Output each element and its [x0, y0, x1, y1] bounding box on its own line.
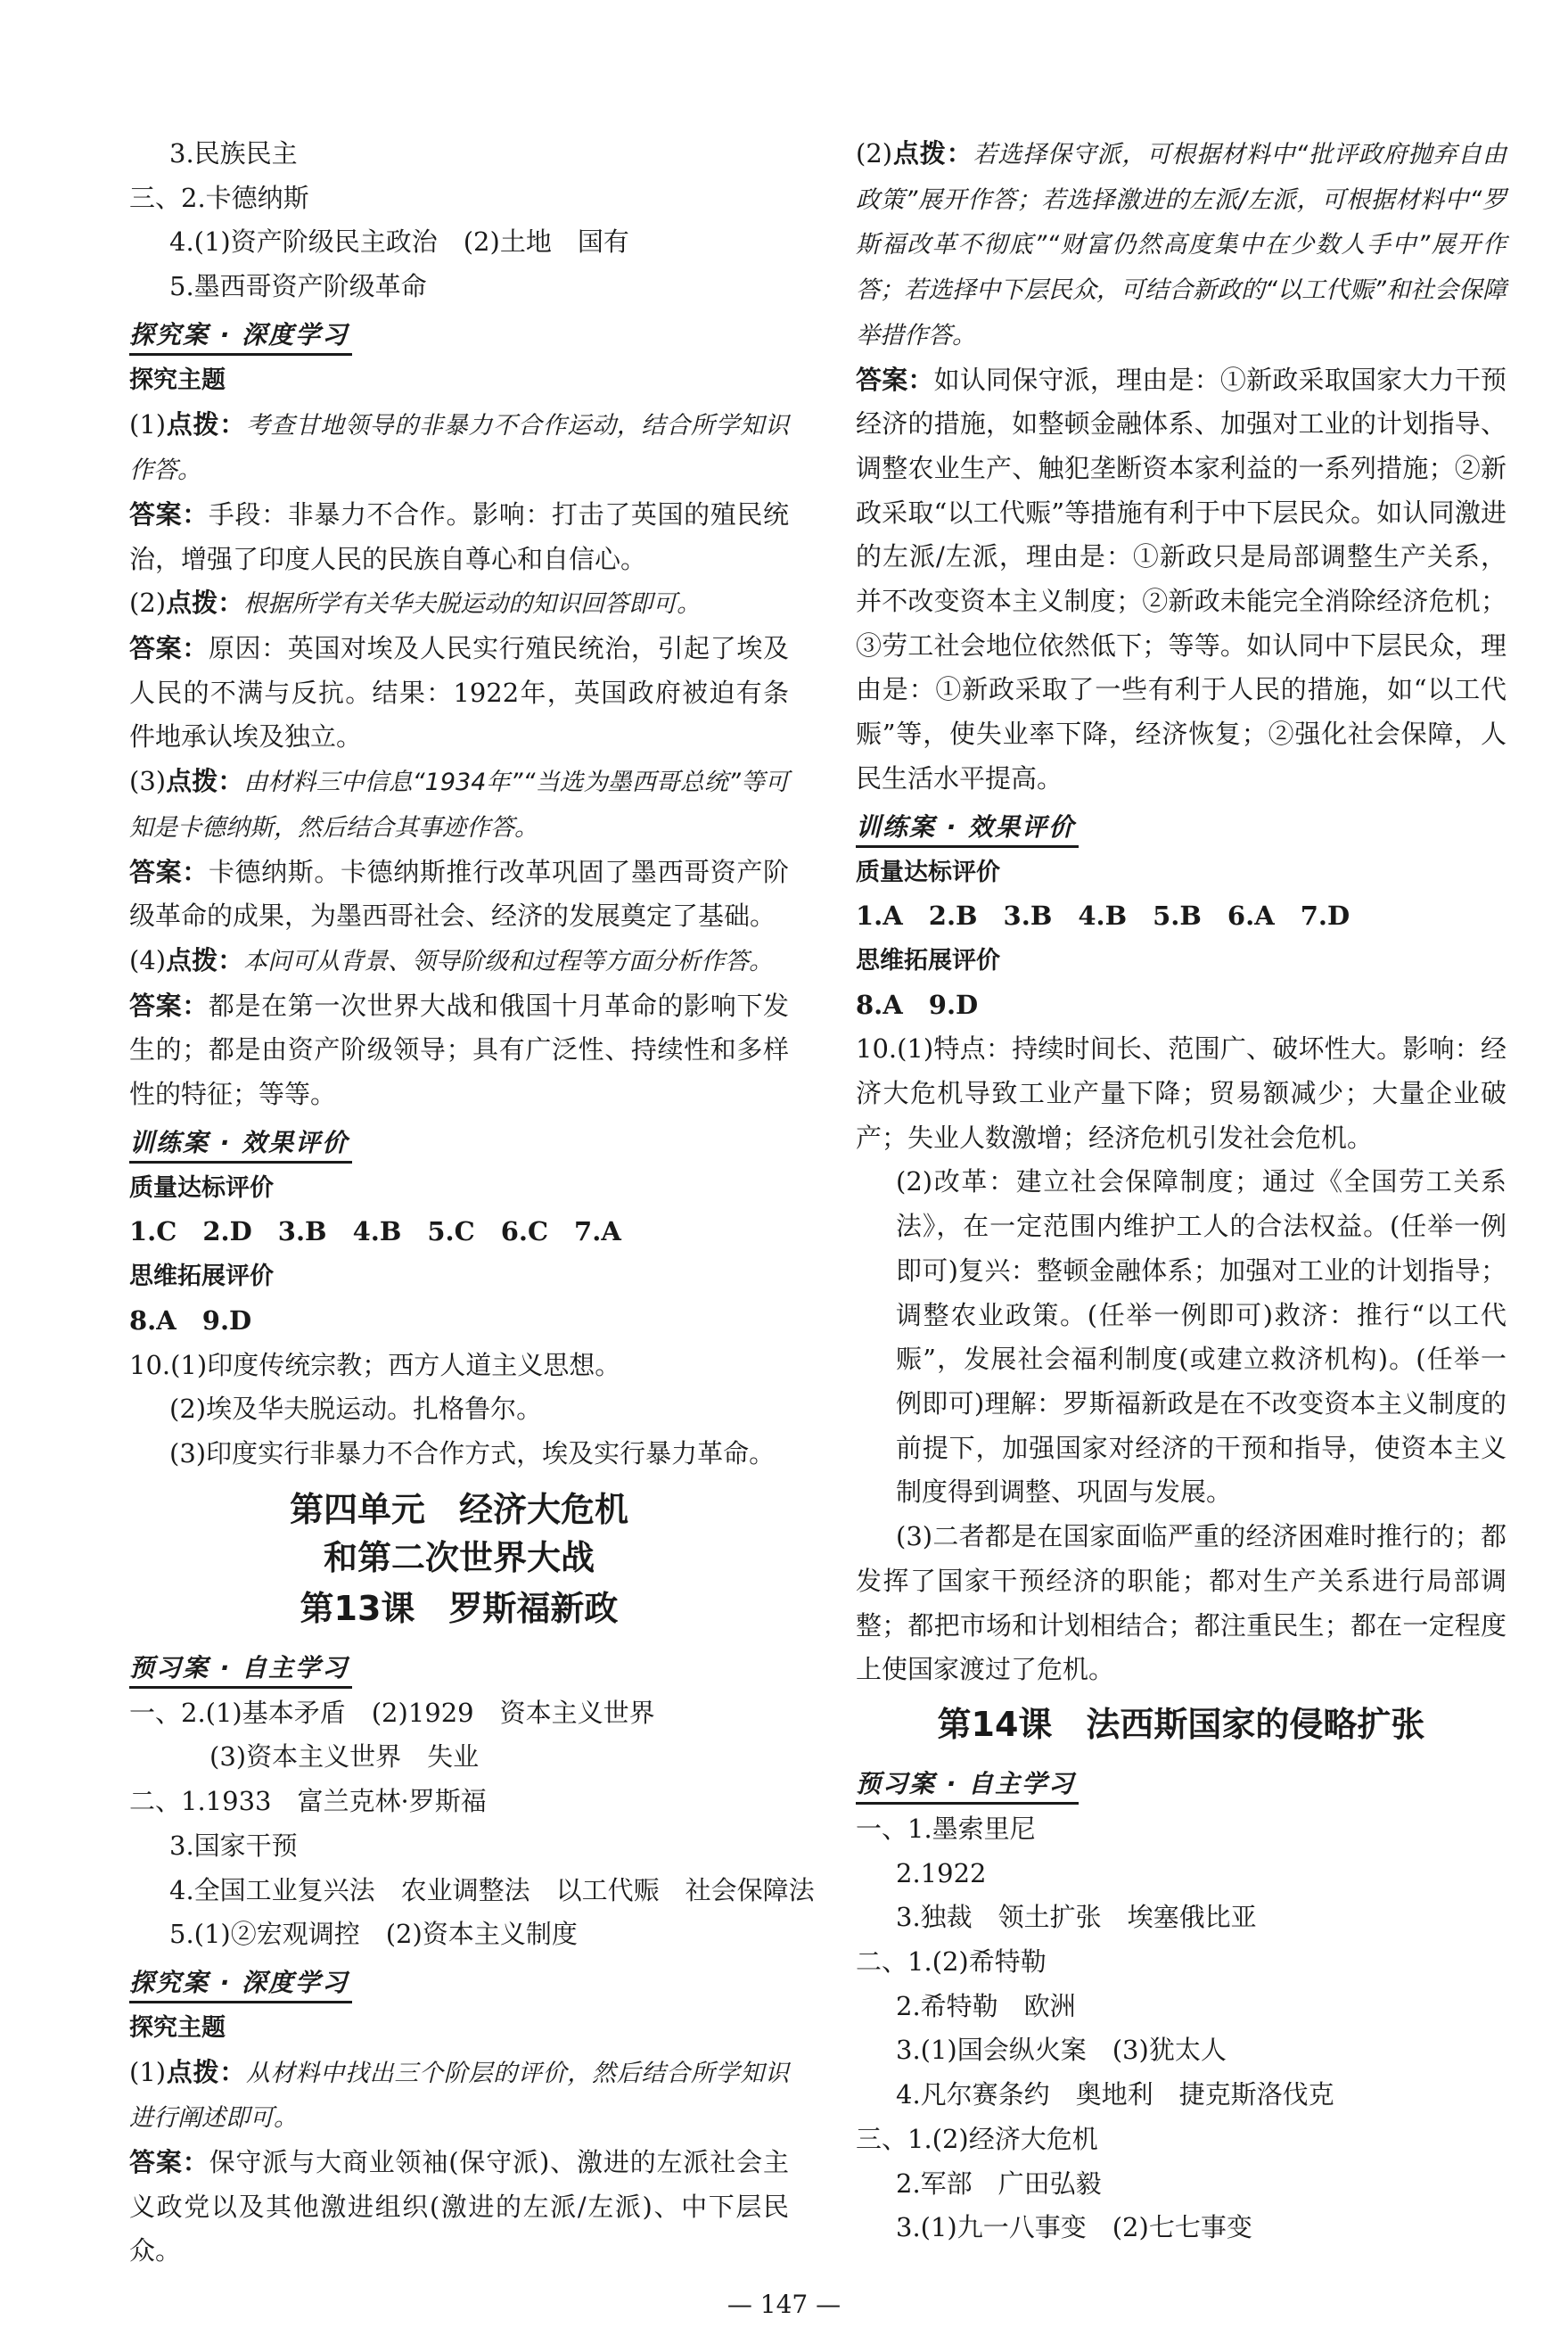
- section-heading-explore: 探究案 · 深度学习: [129, 1962, 352, 2003]
- section-heading-preview: 预习案 · 自主学习: [129, 1648, 352, 1689]
- answer-text: 保守派与大商业领袖(保守派)、激进的左派社会主义政党以及其他激进组织(激进的左派/左派)、中下层民众。: [129, 2147, 789, 2266]
- topic-heading: 探究主题: [129, 2013, 226, 2042]
- answer-line: 5.(1)②宏观调控 (2)资本主义制度: [169, 1919, 578, 1950]
- answer-line: 4.(1)资产阶级民主政治 (2)土地 国有: [169, 226, 629, 258]
- answer-paragraph: [129, 2141, 789, 2274]
- thinking-answers: 8.A 9.D: [856, 989, 979, 1020]
- hint-label: 点拨：: [166, 944, 244, 975]
- answer-line: (3)资本主义世界 失业: [209, 1741, 480, 1773]
- answer-text: 手段：非暴力不合作。影响：打击了英国的殖民统治，增强了印度人民的民族自尊心和自信心。: [129, 498, 789, 574]
- right-column: [856, 132, 1506, 2250]
- answer-line: 2.1922: [896, 1857, 987, 1888]
- answer-label: 答案：: [129, 498, 209, 530]
- answer-text: 原因：英国对埃及人民实行殖民统治，引起了埃及人民的不满与反抗。结果：1922年，英国政府被迫有条件地承认埃及独立。: [129, 633, 789, 753]
- answer-paragraph: [129, 984, 789, 1117]
- question-number: (4): [129, 944, 167, 975]
- unit-title: 第四单元 经济大危机: [289, 1489, 628, 1529]
- hint-text: 由材料三中信息“1934年”“当选为墨西哥总统”等可知是卡德纳斯，然后结合其事迹作答。: [129, 769, 789, 842]
- answer-paragraph: [129, 851, 789, 939]
- left-column: [129, 132, 815, 2274]
- answer-line: 一、1.墨索里尼: [856, 1813, 1036, 1844]
- page-number: — 147 —: [727, 2290, 841, 2319]
- quality-answers: 1.C 2.D 3.B 4.B 5.C 6.C 7.A: [129, 1216, 621, 1247]
- topic-heading: 探究主题: [129, 366, 226, 394]
- section-heading-explore: 探究案 · 深度学习: [129, 315, 352, 356]
- answer-line: 5.墨西哥资产阶级革命: [169, 271, 427, 302]
- quality-heading: 质量达标评价: [129, 1173, 274, 1202]
- answer-line: 10.(1)印度传统宗教；西方人道主义思想。: [129, 1349, 621, 1380]
- answer-paragraph: [129, 493, 789, 581]
- answer-text: 都是在第一次世界大战和俄国十月革命的影响下发生的；都是由资产阶级领导；具有广泛性、持续性和多样性的特征；等等。: [129, 990, 789, 1110]
- answer-line: 3.民族民主: [169, 138, 298, 169]
- hint-label: 点拨：: [166, 766, 244, 797]
- answer-line: (3)印度实行非暴力不合作方式，埃及实行暴力革命。: [169, 1437, 776, 1468]
- hint-paragraph: [129, 2051, 789, 2141]
- question-number: (1): [129, 408, 167, 440]
- answer-text: 如认同保守派，理由是：①新政采取国家大力干预经济的措施，如整顿金融体系、加强对工业的计划指导、调整农业生产、触犯垄断资本家利益的一系列措施；②新政采取“以工代赈”等措施有利于中下层民众。如认同激进的左派/左派，理由是：①新政只是局部调整生产关系，并不改变资本主义制度；②新政未能完全消除经济危机；③劳工社会地位依然低下；等等。如认同中下层民众，理由是：①新政采取了一些有利于人民的措施，如“以工代赈”等，使失业率下降，经济恢复；②强化社会保障，人民生活水平提高。: [856, 364, 1506, 794]
- hint-text: 若选择保守派，可根据材料中“批评政府抛弃自由政策”展开作答；若选择激进的左派/左派，可根据材料中“罗斯福改革不彻底”“财富仍然高度集中在少数人手中”展开作答；若选择中下层民众，可结合新政的“以工代赈”和社会保障举措作答。: [856, 141, 1506, 350]
- answer-line: (2)埃及华夫脱运动。扎格鲁尔。: [169, 1394, 543, 1425]
- hint-label: 点拨：: [892, 138, 973, 169]
- thinking-answers: 8.A 9.D: [129, 1304, 252, 1336]
- answer-line: 二、1.(2)希特勒: [856, 1946, 1047, 1978]
- question-number: (2): [129, 588, 167, 619]
- answer-line: 2.希特勒 欧洲: [896, 1990, 1076, 2021]
- hint-paragraph: [129, 760, 789, 850]
- hint-text: 根据所学有关华夫脱运动的知识回答即可。: [243, 590, 702, 619]
- section-heading-train: 训练案 · 效果评价: [129, 1123, 352, 1164]
- answer-line: 2.军部 广田弘毅: [896, 2168, 1102, 2199]
- quality-heading: 质量达标评价: [856, 858, 1000, 886]
- lesson-title: 第14课 法西斯国家的侵略扩张: [937, 1704, 1425, 1744]
- hint-text: 从材料中找出三个阶层的评价，然后结合所学知识进行阐述即可。: [129, 2059, 789, 2133]
- hint-paragraph: [129, 403, 789, 493]
- hint-text: 本问可从背景、领导阶级和过程等方面分析作答。: [243, 947, 774, 975]
- answer-paragraph: (2)改革：建立社会保障制度；通过《全国劳工关系法》，在一定范围内维护工人的合法权益。(任举一例即可)复兴：整顿金融体系；加强对工业的计划指导；调整农业政策。(任举一例即可)救济：推行“以工代赈”，发展社会福利制度(或建立救济机构)。(任举一例即可)理解：罗斯福新政是在不改变资本主义制度的前提下，加强国家对经济的干预和指导，使资本主义制度得到调整、巩固与发展。: [896, 1166, 1506, 1508]
- hint-paragraph: [129, 939, 789, 984]
- answer-line: 3.国家干预: [169, 1830, 298, 1861]
- question-number: (3): [129, 766, 167, 797]
- answer-line: 一、2.(1)基本矛盾 (2)1929 资本主义世界: [129, 1697, 655, 1728]
- answer-paragraph: [856, 358, 1506, 802]
- quality-answers: 1.A 2.B 3.B 4.B 5.B 6.A 7.D: [856, 901, 1350, 932]
- answer-paragraph: 10.(1)特点：持续时间长、范围广、破坏性大。影响：经济大危机导致工业产量下降；贸易额减少；大量企业破产；失业人数激增；经济危机引发社会危机。: [856, 1033, 1506, 1153]
- unit-subtitle: 和第二次世界大战: [323, 1537, 595, 1577]
- answer-line: 3.(1)国会纵火案 (3)犹太人: [896, 2035, 1227, 2066]
- answer-line: 三、1.(2)经济大危机: [856, 2123, 1098, 2154]
- answer-line: 4.凡尔赛条约 奥地利 捷克斯洛伐克: [896, 2079, 1334, 2110]
- answer-label: 答案：: [129, 856, 209, 887]
- answer-line: 4.全国工业复兴法 农业调整法 以工代赈 社会保障法: [169, 1874, 815, 1905]
- hint-label: 点拨：: [166, 588, 244, 619]
- hint-text: 考查甘地领导的非暴力不合作运动，结合所学知识作答。: [129, 411, 789, 485]
- lesson-title: 第13课 罗斯福新政: [300, 1588, 619, 1628]
- thinking-heading: 思维拓展评价: [129, 1263, 274, 1291]
- answer-line: 3.(1)九一八事变 (2)七七事变: [896, 2212, 1252, 2243]
- hint-paragraph: [856, 132, 1506, 358]
- answer-text: 卡德纳斯。卡德纳斯推行改革巩固了墨西哥资产阶级革命的成果，为墨西哥社会、经济的发展奠定了基础。: [129, 856, 789, 932]
- section-heading-train: 训练案 · 效果评价: [856, 807, 1079, 848]
- answer-label: 答案：: [129, 633, 209, 664]
- hint-label: 点拨：: [166, 2056, 246, 2087]
- question-number: (2): [856, 138, 893, 169]
- answer-line: 3.独裁 领土扩张 埃塞俄比亚: [896, 1902, 1257, 1933]
- answer-label: 答案：: [129, 2147, 209, 2178]
- answer-label: 答案：: [856, 364, 934, 395]
- question-number: (1): [129, 2056, 167, 2087]
- hint-label: 点拨：: [166, 408, 246, 440]
- answer-label: 答案：: [129, 990, 209, 1021]
- thinking-heading: 思维拓展评价: [856, 946, 1000, 975]
- hint-paragraph: [129, 581, 789, 627]
- answer-paragraph: (3)二者都是在国家面临严重的经济困难时推行的；都发挥了国家干预经济的职能；都对生产关系进行局部调整；都把市场和计划相结合；都注重民生；都在一定程度上使国家渡过了危机。: [856, 1521, 1506, 1685]
- answer-paragraph: [129, 627, 789, 760]
- answer-line: 三、2.卡德纳斯: [129, 182, 309, 213]
- answer-line: 二、1.1933 富兰克林·罗斯福: [129, 1786, 487, 1817]
- section-heading-preview: 预习案 · 自主学习: [856, 1764, 1079, 1805]
